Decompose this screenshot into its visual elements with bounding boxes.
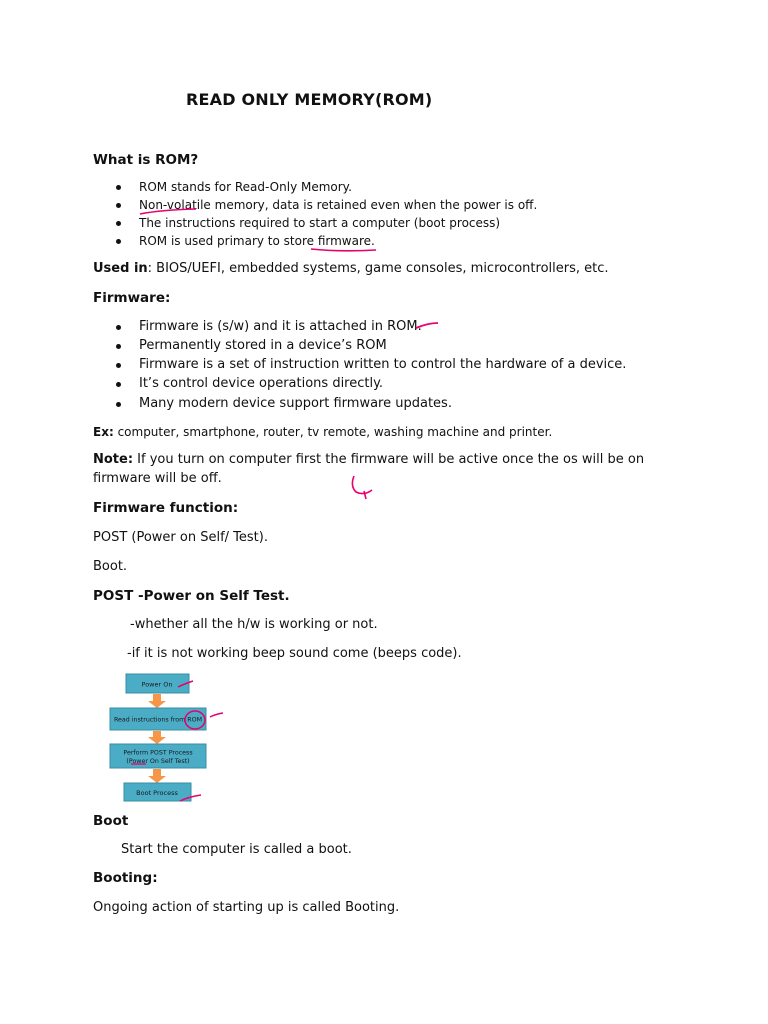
heading-boot: Boot (93, 813, 129, 829)
flowchart-label-post: Perform POST Process (123, 749, 193, 757)
annotation-arrow-icon (352, 476, 372, 499)
used-in-label: Used in (93, 261, 148, 276)
annotation-underline-icon (140, 209, 196, 214)
firmware-function-item-2: Boot. (93, 559, 128, 574)
note-text: If you turn on computer first the firmware will be active once the os will be on (133, 452, 645, 467)
example-label: Ex: (93, 425, 114, 439)
heading-what-is-rom: What is ROM? (93, 152, 199, 168)
page-title: READ ONLY MEMORY(ROM) (186, 90, 433, 109)
firmware-bullet-2: Permanently stored in a device’s ROM (139, 338, 387, 353)
flowchart-label-boot: Boot Process (136, 789, 178, 797)
heading-firmware: Firmware: (93, 290, 171, 306)
heading-post: POST -Power on Self Test. (93, 588, 290, 604)
firmware-bullet-4: It’s control device operations directly. (139, 376, 384, 391)
firmware-bullet-1: Firmware is (s/w) and it is attached in ROM. (139, 319, 422, 334)
annotation-stroke-icon (416, 323, 438, 328)
example-text: computer, smartphone, router, tv remote, washing machine and printer. (113, 425, 553, 439)
post-line-1: -whether all the h/w is working or not. (130, 617, 378, 632)
boot-text: Start the computer is called a boot. (121, 842, 352, 857)
firmware-function-item-1: POST (Power on Self/ Test). (93, 530, 268, 545)
used-in-text: : BIOS/UEFI, embedded systems, game consoles, microcontrollers, etc. (147, 261, 609, 276)
firmware-bullet-3: Firmware is a set of instruction written to control the hardware of a device. (139, 357, 627, 372)
heading-booting: Booting: (93, 870, 158, 886)
annotation-underline-icon (311, 249, 376, 251)
flowchart-label-power-on: Power On (141, 680, 173, 689)
rom-bullet-2: Non-volatile memory, data is retained even when the power is off. (139, 198, 538, 212)
note-label: Note: (93, 452, 134, 467)
heading-firmware-function: Firmware function: (93, 500, 239, 516)
note-line-2: firmware will be off. (93, 471, 222, 486)
flowchart-label-post-sub: (Power On Self Test) (126, 758, 190, 765)
rom-bullet-3: The instructions required to start a computer (boot process) (139, 216, 501, 230)
firmware-bullet-5: Many modern device support firmware updates. (139, 396, 452, 411)
rom-bullet-4: ROM is used primary to store firmware. (139, 234, 375, 248)
flowchart-label-read-rom: Read instructions from ROM (113, 716, 203, 724)
post-line-2: -if it is not working beep sound come (beeps code). (127, 646, 462, 661)
rom-bullet-1: ROM stands for Read-Only Memory. (139, 180, 352, 194)
booting-text: Ongoing action of starting up is called Booting. (93, 900, 400, 915)
